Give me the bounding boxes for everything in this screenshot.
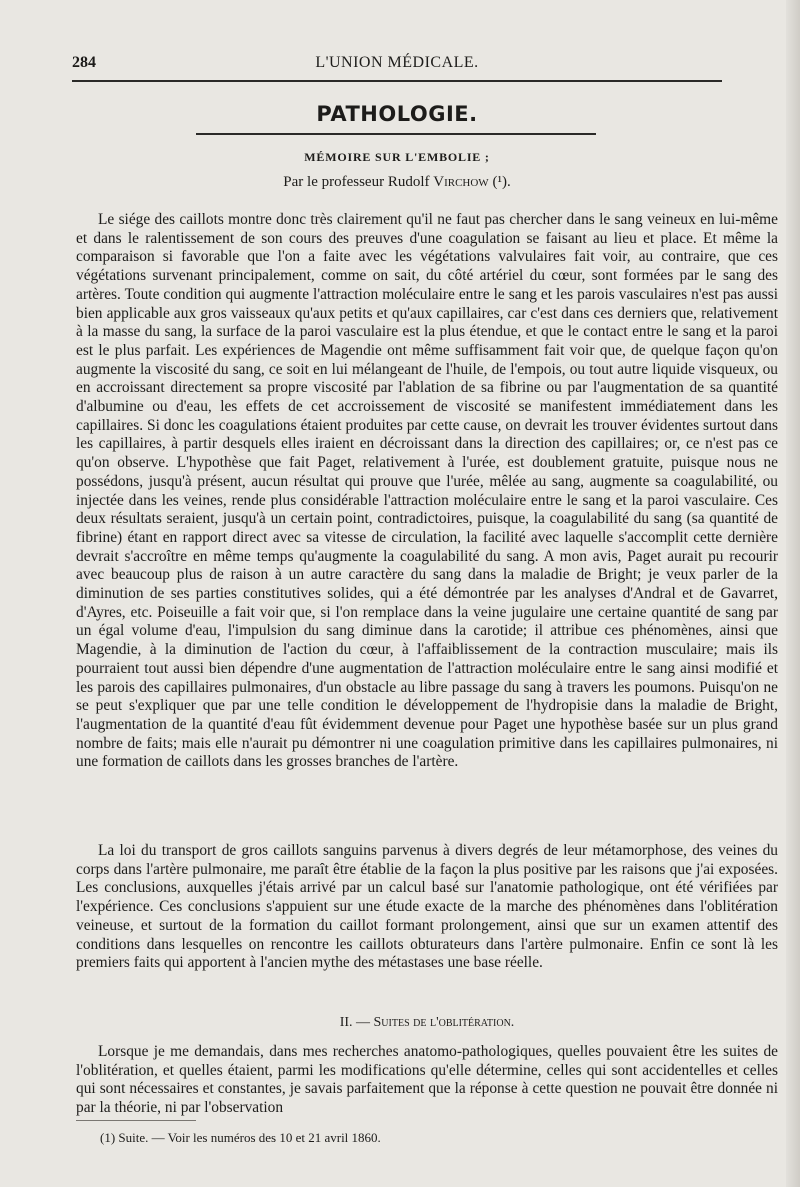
section-heading: PATHOLOGIE. <box>316 102 478 126</box>
article-title: MÉMOIRE SUR L'EMBOLIE ; <box>304 150 490 164</box>
heading-rule <box>196 133 596 135</box>
paragraph-2 <box>76 842 778 973</box>
paragraph-text: La loi du transport de gros caillots sanguins parvenus à divers degrés de leur métamorphose, des veines du corps dans l'artère pulmonaire, me paraît être établie de la façon la plus positive par les raisons que j'ai exposées. Les conclusions, auxquelles j'étais arrivé par un calcul basé sur l'anatomie pathologique, ont été vérifiées par l'expérience. Ces conclusions s'appuient sur une étude exacte de la marche des phénomènes dans l'oblitération veineuse, et surtout de la formation du caillot formant prolongement, ainsi que sur un examen attentif des conditions dans lesquelles on rencontre les caillots obturateurs dans l'artère pulmonaire. Enfin ce sont là les premiers faits qui apportent à l'ancien mythe des métastases une base réelle. <box>76 842 778 972</box>
paragraph-1 <box>76 211 778 772</box>
page-number: 284 <box>72 54 96 71</box>
paragraph-text: Lorsque je me demandais, dans mes recherches anatomo-pathologiques, quelles pouvaient être les suites de l'oblitération, et quelles étaient, parmi les modifications qu'elle détermine, celles qui sont accidentelles et celles qui sont nécessaires et constantes, je savais parfaitement que la réponse à cette question ne pouvait être donnée ni par la théorie, ni par l'observation <box>76 1043 778 1117</box>
footnote-marker: (¹). <box>492 174 511 190</box>
author-surname: Virchow <box>433 174 489 190</box>
running-title: L'UNION MÉDICALE. <box>315 54 479 71</box>
paragraph-text: Le siége des caillots montre donc très clairement qu'il ne faut pas chercher dans le sang veineux en lui-même et dans le ralentissement de son cours des preuves d'une coagulation se faisant au lieu et place. Et même la comparaison si favorable que l'on a faite avec les végétations valvulaires fait voir, au contraire, que ces végétations survenant principalement, comme on sait, du côté artériel du cœur, sont formées par le sang des artères. Toute condition qui augmente l'attraction moléculaire entre le sang et les parois vasculaires n'est pas aussi bien applicable aux gros vaisseaux qu'aux petits et qu'aux capillaires, car c'est dans ces derniers que, relativement à la masse du sang, la surface de la paroi vasculaire est la plus étendue, et que le contact entre le sang et la paroi est le plus parfait. Les expériences de Magendie ont même suffisamment fait voir que, de quelque façon qu'on augmente la viscosité du sang, ce soit en lui mélangeant de l'huile, de l'empois, ou tout autre liquide visqueux, ou en accroissant directement sa propre viscosité par l'ablation de sa fibrine ou par l'augmentation de sa quantité d'albumine ou d'eau, les effets de cet accroissement de viscosité se manifestent immédiatement dans les capillaires. Si donc les coagulations étaient produites par cette cause, on devrait les trouver évidentes surtout dans les capillaires, à partir desquels elles iraient en décroissant dans la direction des capillaires; or, ce n'est pas ce qu'on observe. L'hypothèse que fait Paget, relativement à l'urée, est doublement gratuite, puisque nous ne possédons, jusqu'à présent, aucun résultat qui prouve que l'urée, mêlée au sang, augmente sa coagulabilité, ou injectée dans les veines, rende plus considérable l'attraction moléculaire entre le sang et la paroi vasculaire. Ces deux résultats seraient, jusqu'à un certain point, contradictoires, puisque, la coagulabilité du sang (sa quantité de fibrine) étant en rapport direct avec sa vitesse de circulation, la facilité avec laquelle s'accomplit cette dernière devrait s'accroître en même temps qu'augmente la coagulabilité du sang. A mon avis, Paget aurait pu recourir avec beaucoup plus de raison à un autre caractère du sang dans la maladie de Bright; je veux parler de la diminution de ses parties constitutives solides, qui a été démontrée par les analyses d'Andral et de Gavarret, d'Ayres, etc. Poiseuille a fait voir que, si l'on remplace dans la veine jugulaire une certaine quantité de sang par un égal volume d'eau, l'impulsion du sang diminue dans la carotide; il attribue ces phénomènes, ainsi que Magendie, à la diminution de l'action du cœur, à l'affaiblissement de la contraction musculaire; mais ils pourraient tout aussi bien dépendre d'une augmentation de l'attraction moléculaire entre le sang ainsi modifié et les parois des capillaires pulmonaires, d'un obstacle au libre passage du sang à travers les poumons. Puisqu'on ne se peut s'expliquer que par une telle condition le développement de l'hydropisie dans la maladie de Bright, l'augmentation de la quantité d'eau fût évidemment devenue pour Paget une hypothèse basée sur un plus grand nombre de faits; mais elle n'aurait pu démontrer ni une coagulation primitive dans les capillaires pulmonaires, ni une formation de caillots dans les grosses branches de l'artère. <box>76 211 778 771</box>
byline-prefix: Par le professeur Rudolf <box>283 174 430 190</box>
subsection-title <box>76 1015 778 1031</box>
header-rule <box>72 80 722 82</box>
page-header <box>72 54 722 76</box>
page-edge-shadow <box>786 0 800 1187</box>
footnote-rule <box>76 1120 196 1121</box>
subsection-label: Suites de l'oblitération. <box>373 1015 515 1030</box>
subsection-number: II. — <box>339 1015 371 1030</box>
byline <box>72 174 722 191</box>
footnote: (1) Suite. — Voir les numéros des 10 et 21 avril 1860. <box>100 1130 381 1145</box>
paragraph-3 <box>76 1043 778 1118</box>
